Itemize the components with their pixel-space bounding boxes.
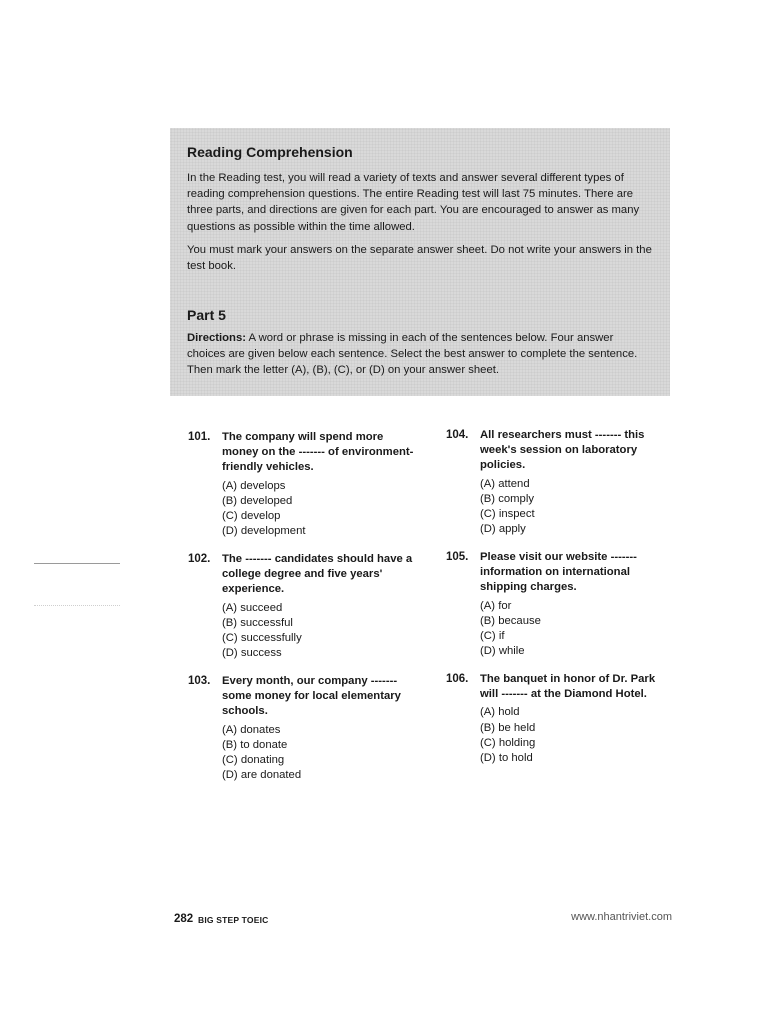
question-number: 101. — [188, 431, 211, 443]
answer-option-a: (A) hold — [480, 706, 520, 719]
page-number: 282 — [174, 913, 194, 925]
question-103 — [188, 674, 418, 783]
question-105 — [446, 550, 676, 659]
intro-paragraph-2: You must mark your answers on the separate answer sheet. Do not write your answers in the test book. — [187, 243, 652, 273]
answer-option-a: (A) succeed — [222, 601, 283, 614]
answer-option-b: (B) be held — [480, 721, 536, 734]
answer-option-d: (D) are donated — [222, 769, 302, 782]
website-url: www.nhantriviet.com — [571, 911, 672, 923]
part-heading: Part 5 — [187, 307, 226, 324]
margin-rule — [34, 605, 120, 606]
question-stem: The company will spend more money on the ------- of environment-friendly vehicles. — [222, 431, 414, 474]
answer-option-c: (C) if — [480, 630, 505, 643]
answer-option-c: (C) successfully — [222, 632, 302, 645]
question-stem: Please visit our website ------- information on international shipping charges. — [480, 551, 637, 594]
question-stem: The banquet in honor of Dr. Park will ------- at the Diamond Hotel. — [480, 673, 656, 701]
answer-option-a: (A) attend — [480, 477, 530, 490]
question-101 — [188, 430, 418, 539]
question-number: 103. — [188, 675, 211, 687]
section-heading: Reading Comprehension — [187, 144, 353, 160]
answer-option-b: (B) developed — [222, 494, 293, 507]
answer-option-d: (D) to hold — [480, 752, 533, 765]
question-number: 104. — [446, 429, 469, 441]
question-number: 105. — [446, 551, 469, 563]
directions-text: A word or phrase is missing in each of the sentences below. Four answer choices are given below each sentence. Select the best answer to complete the sentence. Then mark the letter (A), (B), (C), or (D) on your answer sheet. — [187, 332, 638, 377]
answer-option-d: (D) while — [480, 645, 525, 658]
book-title: BIG STEP TOEIC — [198, 915, 269, 925]
question-104 — [446, 428, 676, 537]
part-directions — [187, 330, 652, 378]
answer-option-a: (A) for — [480, 599, 512, 612]
answer-option-b: (B) successful — [222, 616, 293, 629]
answer-option-b: (B) comply — [480, 492, 534, 505]
answer-option-c: (C) holding — [480, 736, 536, 749]
answer-option-d: (D) apply — [480, 523, 526, 536]
question-stem: The ------- candidates should have a college degree and five years' experience. — [222, 553, 413, 596]
margin-rule — [34, 563, 120, 564]
instructions-box — [170, 128, 670, 396]
answer-option-b: (B) to donate — [222, 738, 288, 751]
answer-option-d: (D) success — [222, 647, 282, 660]
answer-option-a: (A) donates — [222, 723, 281, 736]
question-102 — [188, 552, 418, 661]
answer-option-d: (D) development — [222, 525, 306, 538]
question-stem: All researchers must ------- this week's session on laboratory policies. — [480, 429, 645, 472]
answer-option-a: (A) develops — [222, 479, 286, 492]
question-106 — [446, 672, 676, 766]
directions-label: Directions: — [187, 332, 247, 345]
intro-paragraph-1: In the Reading test, you will read a variety of texts and answer several different types of reading comprehension questions. The entire Reading test will last 75 minutes. There are three parts, and directions are given for each part. You are encouraged to answer as many questions as possible within the time allowed. — [187, 172, 640, 233]
answer-option-b: (B) because — [480, 614, 541, 627]
answer-option-c: (C) develop — [222, 510, 281, 523]
question-number: 102. — [188, 553, 211, 565]
answer-option-c: (C) inspect — [480, 508, 535, 521]
answer-option-c: (C) donating — [222, 754, 285, 767]
question-stem: Every month, our company ------- some money for local elementary schools. — [222, 675, 401, 718]
question-number: 106. — [446, 673, 469, 685]
